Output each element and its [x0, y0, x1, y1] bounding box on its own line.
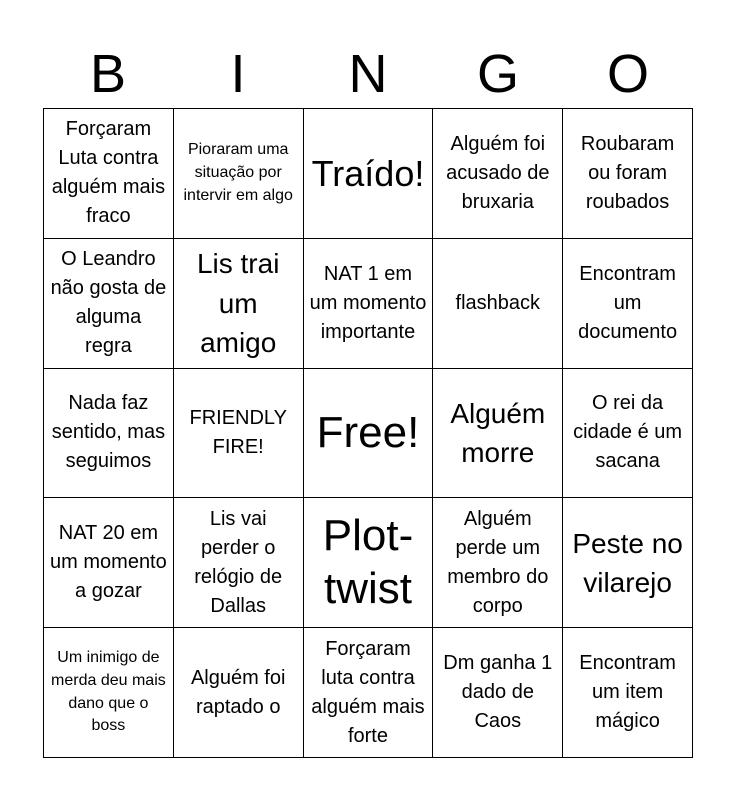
- bingo-cell[interactable]: [563, 109, 693, 239]
- bingo-header: [43, 40, 693, 108]
- bingo-cell[interactable]: [304, 109, 434, 239]
- cell-text: Pioraram uma situação por intervir em algo: [183, 141, 293, 204]
- cell-text: Dm ganha 1 dado de Caos: [443, 652, 553, 733]
- bingo-cell[interactable]: [304, 498, 434, 628]
- bingo-cell[interactable]: [433, 628, 563, 758]
- cell-text: Alguém perde um membro do corpo: [447, 507, 549, 617]
- bingo-cell[interactable]: [44, 628, 174, 758]
- bingo-cell[interactable]: [44, 109, 174, 239]
- cell-text: Alguém morre: [450, 397, 546, 468]
- bingo-cell[interactable]: [433, 109, 563, 239]
- cell-text: Alguém foi raptado o: [190, 666, 286, 718]
- cell-text: flashback: [455, 291, 541, 314]
- cell-text: Forçaram luta contra alguém mais forte: [311, 637, 425, 747]
- bingo-cell[interactable]: [44, 498, 174, 628]
- header-letter-i: I: [230, 44, 246, 104]
- header-letter-o: O: [606, 44, 649, 104]
- cell-text: Forçaram Luta contra alguém mais fraco: [51, 118, 166, 228]
- header-letter-g: G: [476, 44, 519, 104]
- cell-text: Encontram um item mágico: [579, 652, 676, 733]
- bingo-cell[interactable]: [304, 628, 434, 758]
- bingo-cell[interactable]: [563, 498, 693, 628]
- bingo-cell[interactable]: [304, 239, 434, 369]
- bingo-cell[interactable]: [174, 109, 304, 239]
- cell-text: Encontram um documento: [578, 262, 678, 343]
- cell-text: Nada faz sentido, mas seguimos: [51, 392, 166, 473]
- cell-text: Peste no vilarejo: [572, 527, 683, 598]
- cell-text: O rei da cidade é um sacana: [573, 392, 683, 473]
- cell-text: Um inimigo de merda deu mais dano que o boss: [51, 649, 166, 735]
- bingo-cell[interactable]: [433, 239, 563, 369]
- cell-text: O Leandro não gosta de alguma regra: [50, 248, 167, 358]
- header-letter-n: N: [348, 44, 388, 104]
- bingo-cell[interactable]: [563, 369, 693, 499]
- cell-text: NAT 20 em um momento a gozar: [50, 522, 167, 603]
- free-space-text: Free!: [316, 407, 420, 457]
- bingo-cell[interactable]: [44, 239, 174, 369]
- bingo-cell[interactable]: [174, 498, 304, 628]
- bingo-card-grid: [43, 108, 693, 758]
- cell-text: Lis vai perder o relógio de Dallas: [194, 507, 283, 617]
- bingo-cell[interactable]: [174, 369, 304, 499]
- bingo-cell[interactable]: [433, 369, 563, 499]
- bingo-cell[interactable]: [174, 628, 304, 758]
- cell-text: Plot-twist: [322, 510, 414, 613]
- bingo-cell[interactable]: [563, 628, 693, 758]
- bingo-cell[interactable]: [174, 239, 304, 369]
- cell-text: Traído!: [311, 152, 425, 194]
- free-space-cell[interactable]: [304, 369, 434, 499]
- cell-text: FRIENDLY FIRE!: [189, 406, 287, 458]
- bingo-cell[interactable]: [563, 239, 693, 369]
- bingo-cell[interactable]: [44, 369, 174, 499]
- cell-text: Roubaram ou foram roubados: [580, 132, 675, 213]
- bingo-cell[interactable]: [433, 498, 563, 628]
- cell-text: Alguém foi acusado de bruxaria: [446, 132, 550, 213]
- cell-text: NAT 1 em um momento importante: [309, 262, 427, 343]
- header-letter-b: B: [89, 44, 127, 104]
- cell-text: Lis trai um amigo: [196, 248, 280, 358]
